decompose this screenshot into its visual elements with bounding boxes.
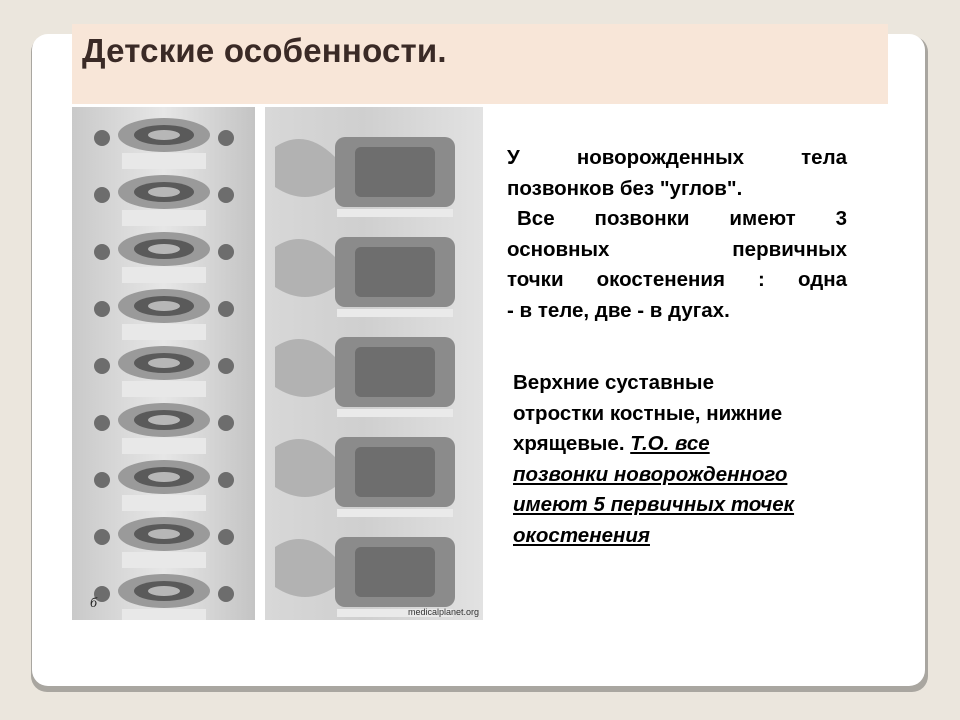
paragraph-newborn-vertebrae [507,143,847,326]
paragraph1-line: позвонков без "углов". [507,176,743,200]
xray-label: б [90,596,98,611]
paragraph-articular-processes [513,368,893,551]
paragraph3-line: отростки костные, нижние [513,401,783,425]
paragraph3-line: Верхние суставные [513,371,714,394]
paragraph3-plain: хрящевые. [513,432,631,455]
xray-lateral-image [265,107,483,620]
paragraph2-line: - в теле, две - в дугах. [507,298,730,322]
slide-title: Детские особенности. [82,32,447,69]
paragraph3-line [513,429,893,460]
paragraph3-emphasis: позвонки новорожденного [513,462,788,486]
paragraph3-emphasis: Т.О. все [630,432,710,455]
paragraph2-line: Все позвонки имеют 3 [517,207,847,230]
paragraph1-line: У новорожденных тела [507,146,847,169]
xray-watermark: medicalplanet.org [407,607,479,617]
paragraph2-line: основных первичных [507,237,847,261]
xray-frontal-image [72,107,255,620]
paragraph3-emphasis: окостенения [513,523,650,547]
paragraph3-emphasis: имеют 5 первичных точек [513,493,795,516]
paragraph2-line: точки окостенения : одна [507,268,847,291]
